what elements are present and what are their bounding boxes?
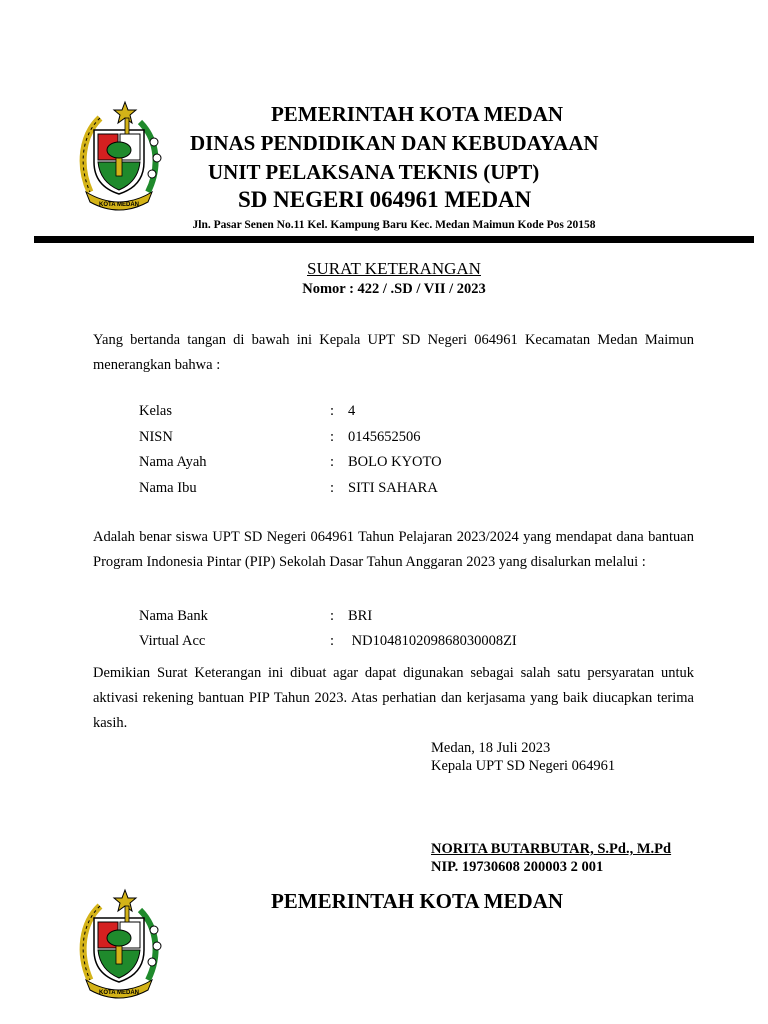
header-line-2: DINAS PENDIDIKAN DAN KEBUDAYAAN — [190, 131, 599, 155]
field-value: SITI SAHARA — [348, 480, 438, 496]
intro-paragraph: Yang bertanda tangan di bawah ini Kepala UPT SD Negeri 064961 Kecamatan Medan Maimun menerangkan bahwa : — [93, 332, 694, 373]
header-divider — [34, 236, 754, 243]
signature-position: Kepala UPT SD Negeri 064961 — [431, 758, 616, 774]
field-label: Nama Ayah — [139, 454, 207, 470]
emblem-ribbon-text: KOTA MEDAN — [99, 202, 139, 208]
header-address: Jln. Pasar Senen No.11 Kel. Kampung Baru Kec. Medan Maimun Kode Pos 20158 — [192, 219, 596, 231]
field-label: Nama Bank — [139, 608, 208, 624]
field-value: ND104810209868030008ZI — [348, 633, 517, 649]
second-page-header-line-1: PEMERINTAH KOTA MEDAN — [270, 889, 564, 913]
field-label: NISN — [139, 429, 173, 445]
body-paragraph-2: Demikian Surat Keterangan ini dibuat agar dapat digunakan sebagai salah satu persyaratan untuk aktivasi rekening bantuan PIP Tahun 2023. Atas perhatian dan kerjasama yang baik diucapkan terima kasih. — [93, 665, 694, 731]
field-value: 0145652506 — [348, 429, 421, 445]
signature-nip: NIP. 19730608 200003 2 001 — [431, 859, 604, 875]
field-label: Kelas — [139, 403, 173, 419]
header-line-1: PEMERINTAH KOTA MEDAN — [270, 102, 564, 126]
emblem-ribbon-text: KOTA MEDAN — [99, 990, 139, 996]
field-colon: : — [330, 633, 335, 649]
signature-name: NORITA BUTARBUTAR, S.Pd., M.Pd — [431, 841, 672, 857]
field-value: 4 — [348, 403, 356, 419]
field-colon: : — [330, 454, 335, 470]
field-value: BRI — [348, 608, 373, 624]
signature-place-date: Medan, 18 Juli 2023 — [431, 740, 551, 756]
field-colon: : — [330, 608, 335, 624]
field-colon: : — [330, 403, 335, 419]
field-colon: : — [330, 429, 335, 445]
header-line-4: SD NEGERI 064961 MEDAN — [238, 187, 532, 212]
field-label: Nama Ibu — [139, 480, 197, 496]
field-value: BOLO KYOTO — [348, 454, 442, 470]
header-line-3: UNIT PELAKSANA TEKNIS (UPT) — [208, 160, 540, 184]
field-label: Virtual Acc — [139, 633, 206, 649]
document-title: SURAT KETERANGAN — [307, 259, 481, 278]
field-colon: : — [330, 480, 335, 496]
body-paragraph-1: Adalah benar siswa UPT SD Negeri 064961 Tahun Pelajaran 2023/2024 yang mendapat dana bantuan Program Indonesia Pintar (PIP) Sekolah Dasar Tahun Anggaran 2023 yang disalurkan melalui : — [93, 529, 694, 570]
document-number: Nomor : 422 / .SD / VII / 2023 — [302, 281, 486, 297]
